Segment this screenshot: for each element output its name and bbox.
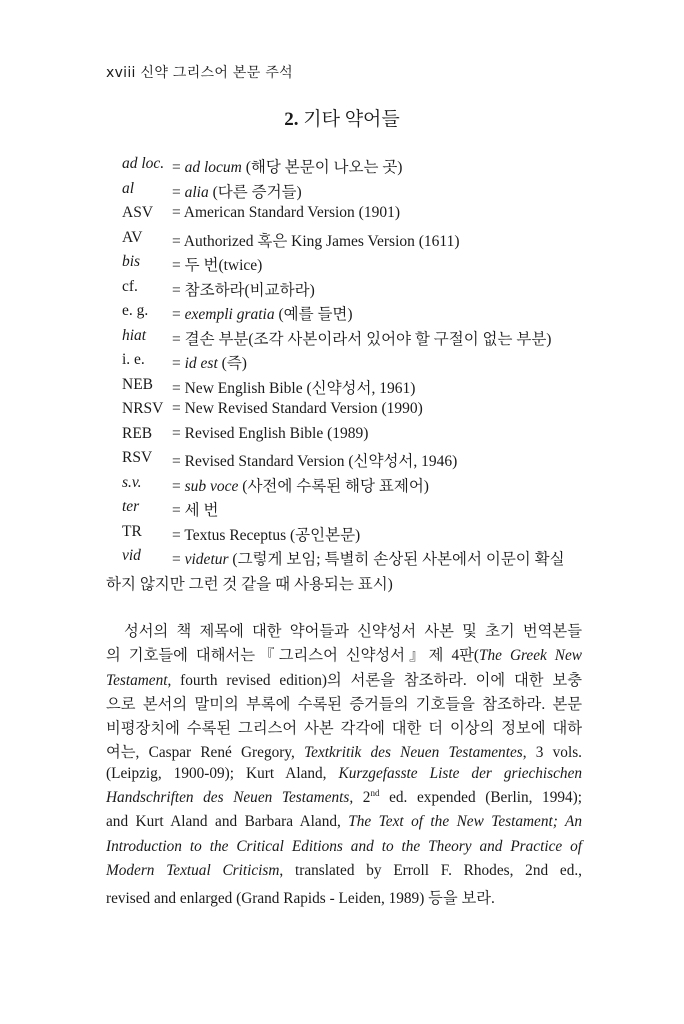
abbreviation-key: e. g. (122, 302, 149, 319)
abbreviation-key: ASV (122, 204, 154, 221)
abbreviation-key: vid (122, 547, 141, 564)
abbreviation-list (106, 155, 592, 596)
abbreviation-row (106, 180, 592, 205)
abbreviation-meaning: = exempli gratia (예를 들면) (172, 306, 353, 323)
abbreviation-key: NEB (122, 375, 153, 393)
abbreviation-row (106, 204, 592, 229)
abbreviation-key: TR (122, 522, 142, 540)
abbreviation-key: s.v. (122, 473, 142, 491)
abbreviation-meaning: = New Revised Standard Version (1990) (172, 400, 423, 417)
abbreviation-key: cf. (122, 277, 138, 295)
abbreviation-row (106, 278, 592, 303)
paragraph-line: 성서의 책 제목에 대한 약어들과 신약성서 사본 및 초기 번역본들 (124, 623, 582, 640)
abbreviation-meaning: = Textus Receptus (공인본문) (172, 526, 361, 544)
abbreviation-row (106, 351, 592, 376)
abbreviation-meaning: = Authorized 혹은 King James Version (1611) (172, 232, 460, 250)
paragraph-line: and Kurt Aland and Barbara Aland, The Text of the New Testament; An (106, 813, 582, 831)
abbreviation-row (106, 253, 592, 278)
paragraph-line: 비평장치에 수록된 그리스어 사본 각각에 대한 더 이상의 정보에 대하 (106, 720, 582, 738)
abbreviation-row (106, 376, 592, 401)
abbreviation-key: RSV (122, 449, 153, 466)
abbreviation-row (106, 400, 592, 425)
abbreviation-key: ad loc. (122, 155, 165, 172)
abbreviation-row (106, 449, 592, 474)
abbreviation-row (106, 474, 592, 499)
abbreviation-meaning: = ad locum (해당 본문이 나오는 곳) (172, 159, 403, 176)
paragraph-line: revised and enlarged (Grand Rapids - Leiden, 1989) 등을 보라. (106, 890, 495, 908)
abbreviation-meaning: = 두 번(twice) (172, 257, 263, 274)
abbreviation-row (106, 498, 592, 523)
abbreviation-row (106, 155, 592, 180)
abbreviation-meaning: = Revised English Bible (1989) (172, 424, 369, 442)
abbreviation-meaning: = Revised Standard Version (신약성서, 1946) (172, 453, 458, 470)
abbreviation-meaning: = sub voce (사전에 수록된 해당 표제어) (172, 477, 429, 495)
paragraph-line: Modern Textual Criticism, translated by Erroll F. Rhodes, 2nd ed., (106, 861, 582, 879)
abbreviation-meaning-continued: 하지 않지만 그런 것 같을 때 사용되는 표시) (106, 575, 393, 593)
paragraph-line: (Leipzig, 1900-09); Kurt Aland, Kurzgefasste Liste der griechischen (106, 764, 583, 782)
abbreviation-row (106, 229, 592, 254)
abbreviation-meaning: = American Standard Version (1901) (172, 204, 400, 221)
abbreviation-key: hiat (122, 326, 147, 344)
section-title (0, 104, 684, 131)
abbreviation-meaning: = 결손 부분(조각 사본이라서 있어야 할 구절이 없는 부분) (172, 330, 552, 348)
paragraph-line: 여는, Caspar René Gregory, Textkritik des Neuen Testamentes, 3 vols. (106, 744, 582, 762)
abbreviation-meaning: = id est (즉) (172, 355, 247, 372)
paragraph-line: Testament, fourth revised edition)의 서론을 참조하라. 이에 대한 보충 (106, 671, 582, 689)
abbreviation-meaning: = 참조하라(비교하라) (172, 281, 315, 299)
abbreviation-row (106, 523, 592, 548)
paragraph-line: Handschriften des Neuen Testaments, 2nd ed. expended (Berlin, 1994); (106, 788, 582, 807)
paragraph-line: Introduction to the Critical Editions and to the Theory and Practice of (106, 837, 582, 855)
abbreviation-meaning: = videtur (그렇게 보임; 특별히 손상된 사본에서 이문이 확실 (172, 551, 565, 568)
abbreviation-row-vid (106, 547, 592, 596)
running-head: xviii 신약 그리스어 본문 주석 (106, 65, 293, 81)
abbreviation-key: i. e. (122, 351, 145, 368)
section-title-text: 기타 약어들 (303, 109, 400, 130)
abbreviation-key: AV (122, 228, 143, 246)
abbreviation-key: REB (122, 424, 153, 442)
abbreviation-key: ter (122, 498, 140, 515)
abbreviation-meaning: = alia (다른 증거들) (172, 183, 302, 201)
paragraph-line: 으로 본서의 말미의 부록에 수록된 증거들의 기호들을 참조하라. 본문 (106, 695, 582, 713)
abbreviation-row (106, 327, 592, 352)
paragraph-line: 의 기호들에 대해서는『그리스어 신약성서』제 4판(The Greek New (106, 647, 582, 665)
abbreviation-key: bis (122, 253, 141, 270)
abbreviation-key: al (122, 179, 135, 197)
section-number: 2. (284, 109, 299, 130)
abbreviation-key: NRSV (122, 400, 164, 417)
abbreviation-meaning: = New English Bible (신약성서, 1961) (172, 379, 416, 397)
abbreviation-row (106, 425, 592, 450)
abbreviation-meaning: = 세 번 (172, 502, 219, 519)
body-paragraph (106, 619, 582, 911)
abbreviation-row (106, 302, 592, 327)
